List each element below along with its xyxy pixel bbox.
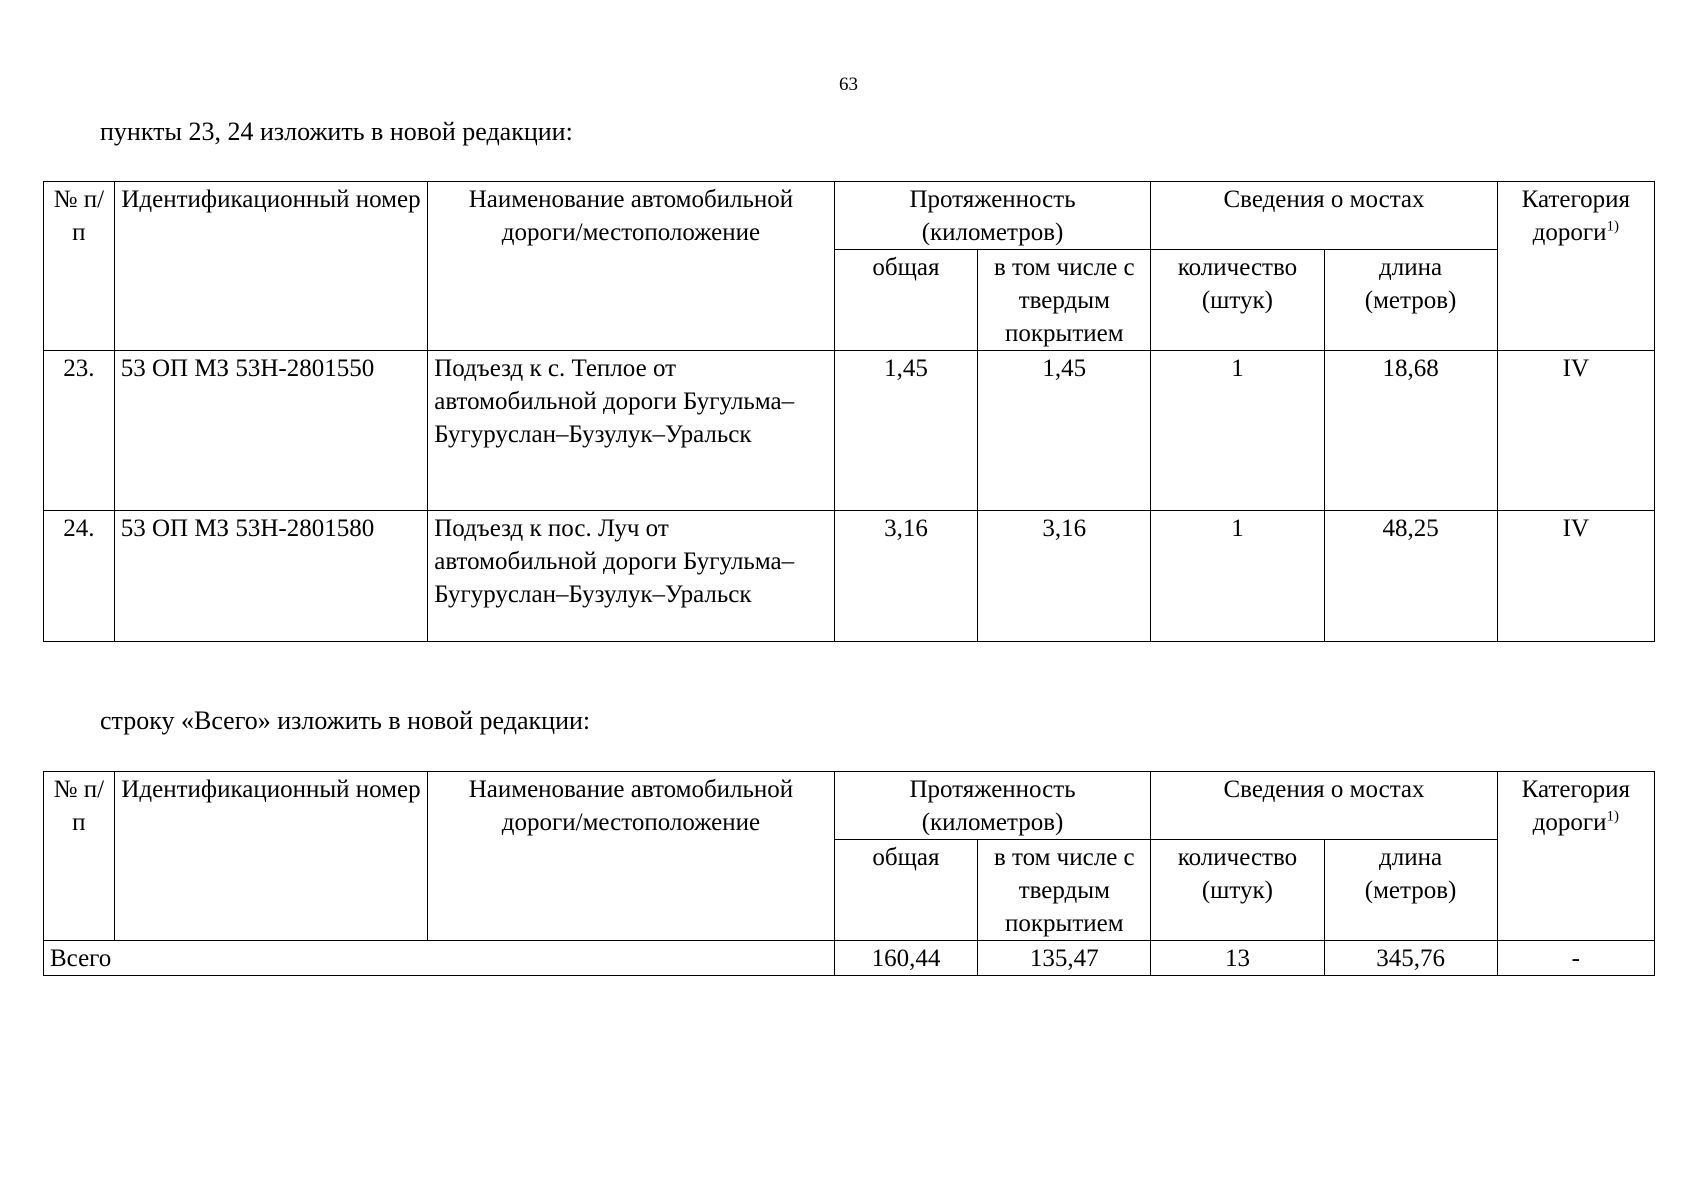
header-id: Идентификационный номер <box>114 182 428 351</box>
table-row <box>44 351 1655 511</box>
header-bridges-count: количество (штук) <box>1151 840 1324 941</box>
header-id: Идентификационный номер <box>114 772 428 941</box>
header-category-label: Категория дороги <box>1521 186 1630 246</box>
row-length-hard: 1,45 <box>978 351 1151 511</box>
row-bridges-count: 1 <box>1151 511 1324 642</box>
header-length-group: Протяженность (километров) <box>834 772 1151 840</box>
header-length-hard: в том числе с твердым покрытием <box>978 840 1151 941</box>
header-name: Наименование автомобильной дороги/местоположение <box>428 182 834 351</box>
header-num: № п/п <box>44 182 115 351</box>
header-num: № п/п <box>44 772 115 941</box>
roads-table-items <box>43 181 1655 642</box>
page-number: 63 <box>839 74 858 95</box>
table-header-row <box>44 772 1655 840</box>
row-length-hard: 3,16 <box>978 511 1151 642</box>
row-id: 53 ОП МЗ 53Н-2801580 <box>114 511 428 642</box>
header-category-footnote: 1) <box>1606 218 1619 235</box>
row-bridges-count: 1 <box>1151 351 1324 511</box>
table-row <box>44 511 1655 642</box>
total-category: - <box>1497 941 1654 976</box>
row-category: IV <box>1497 351 1654 511</box>
header-name: Наименование автомобильной дороги/местоположение <box>428 772 834 941</box>
header-bridges-count: количество (штук) <box>1151 250 1324 351</box>
total-bridges-length: 345,76 <box>1324 941 1497 976</box>
roads-table-total <box>43 771 1655 976</box>
total-row <box>44 941 1655 976</box>
header-bridges-length: длина (метров) <box>1324 250 1497 351</box>
header-length-total: общая <box>834 840 978 941</box>
header-length-hard: в том числе с твердым покрытием <box>978 250 1151 351</box>
section2-intro: строку «Всего» изложить в новой редакции: <box>100 706 591 735</box>
row-category: IV <box>1497 511 1654 642</box>
header-bridges-group: Сведения о мостах <box>1151 182 1497 250</box>
total-label: Всего <box>44 941 835 976</box>
header-category-footnote: 1) <box>1606 808 1619 825</box>
table-header-row <box>44 182 1655 250</box>
row-name: Подъезд к с. Теплое от автомобильной дороги Бугульма–Бугуруслан–Бузулук–Уральск <box>428 351 834 511</box>
header-category <box>1497 772 1654 941</box>
header-category-label: Категория дороги <box>1521 776 1630 836</box>
row-bridges-length: 18,68 <box>1324 351 1497 511</box>
row-id: 53 ОП МЗ 53Н-2801550 <box>114 351 428 511</box>
header-length-total: общая <box>834 250 978 351</box>
total-bridges-count: 13 <box>1151 941 1324 976</box>
header-category <box>1497 182 1654 351</box>
header-bridges-group: Сведения о мостах <box>1151 772 1497 840</box>
row-bridges-length: 48,25 <box>1324 511 1497 642</box>
section1-intro: пункты 23, 24 изложить в новой редакции: <box>100 117 573 146</box>
row-name: Подъезд к пос. Луч от автомобильной дороги Бугульма–Бугуруслан–Бузулук–Уральск <box>428 511 834 642</box>
row-length-total: 3,16 <box>834 511 978 642</box>
row-num: 24. <box>44 511 115 642</box>
header-length-group: Протяженность (километров) <box>834 182 1151 250</box>
row-num: 23. <box>44 351 115 511</box>
total-length-total: 160,44 <box>834 941 978 976</box>
total-length-hard: 135,47 <box>978 941 1151 976</box>
header-bridges-length: длина (метров) <box>1324 840 1497 941</box>
row-length-total: 1,45 <box>834 351 978 511</box>
